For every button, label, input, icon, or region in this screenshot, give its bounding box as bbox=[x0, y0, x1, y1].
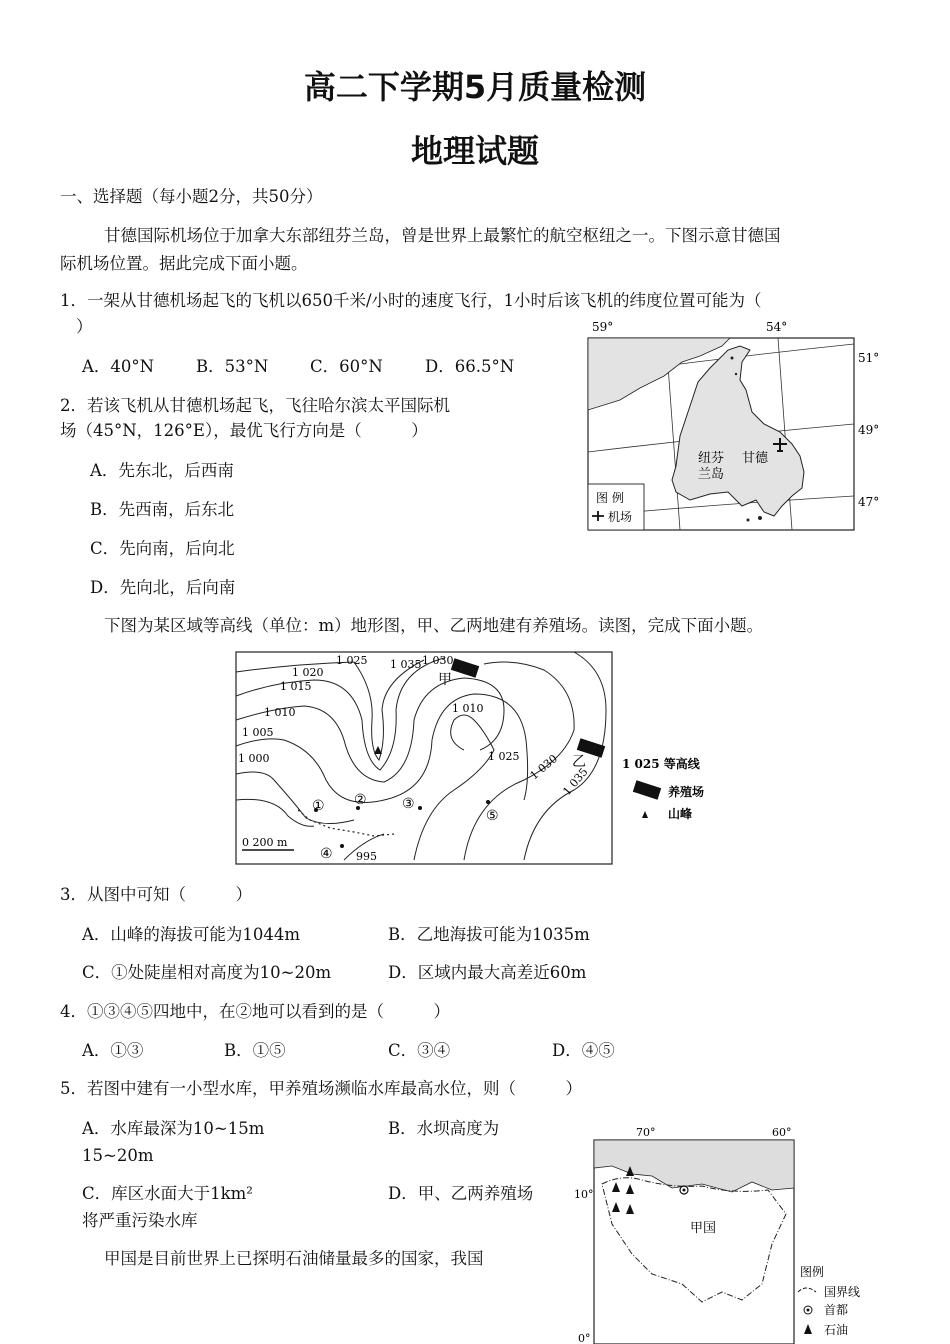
svg-text:1 035: 1 035 bbox=[390, 658, 422, 671]
svg-text:②: ② bbox=[354, 792, 367, 808]
svg-text:1 030: 1 030 bbox=[422, 654, 454, 667]
lon-label: 54° bbox=[766, 320, 788, 334]
contour-map bbox=[234, 650, 734, 870]
lon-label: 59° bbox=[592, 320, 614, 334]
option: A．水库最深为10~15m bbox=[82, 1119, 265, 1138]
legend-peak: 山峰 bbox=[668, 807, 693, 821]
question-5-stem: 5．若图中建有一小型水库，甲养殖场濒临水库最高水位，则（ ） bbox=[60, 1079, 582, 1098]
svg-text:乙: 乙 bbox=[572, 754, 586, 770]
country-map bbox=[572, 1124, 861, 1344]
svg-text:④: ④ bbox=[320, 846, 333, 862]
page-title: 高二下学期5月质量检测 bbox=[303, 68, 647, 106]
svg-text:1 005: 1 005 bbox=[242, 726, 274, 739]
option: C．①处陡崖相对高度为10~20m bbox=[82, 963, 332, 982]
lat-label: 49° bbox=[858, 423, 880, 437]
intro-paragraph: 下图为某区域等高线（单位：m）地形图，甲、乙两地建有养殖场。读图，完成下面小题。 bbox=[104, 616, 764, 635]
option: C．③④ bbox=[388, 1041, 451, 1060]
option: A．山峰的海拔可能为1044m bbox=[82, 925, 301, 944]
option: D．66.5°N bbox=[425, 357, 515, 376]
scale-label: 0 200 m bbox=[242, 836, 288, 849]
airport-label: 甘德 bbox=[742, 451, 769, 466]
svg-text:③: ③ bbox=[402, 796, 415, 812]
option-cont: 将严重污染水库 bbox=[82, 1211, 198, 1230]
svg-text:⑤: ⑤ bbox=[486, 808, 499, 824]
question-1-stem: ） bbox=[76, 317, 93, 336]
question-4-stem: 4．①③④⑤四地中，在②地可以看到的是（ ） bbox=[60, 1002, 450, 1021]
newfoundland-map bbox=[580, 316, 880, 536]
svg-text:1 020: 1 020 bbox=[292, 666, 324, 679]
option: B．先西南，后东北 bbox=[90, 500, 235, 519]
intro-paragraph: 际机场位置。据此完成下面小题。 bbox=[60, 254, 308, 273]
island-label: 纽芬 bbox=[698, 451, 725, 466]
option: C．先向南，后向北 bbox=[90, 539, 235, 558]
svg-text:甲: 甲 bbox=[438, 672, 452, 688]
question-2-stem: 场（45°N，126°E），最优飞行方向是（ ） bbox=[60, 421, 428, 440]
legend-title: 图例 bbox=[800, 1265, 825, 1279]
option: D．区域内最大高差近60m bbox=[388, 963, 587, 982]
option-cont: 15~20m bbox=[82, 1146, 154, 1165]
country-label: 甲国 bbox=[690, 1221, 717, 1236]
option: A．先东北，后西南 bbox=[90, 461, 234, 480]
legend-title: 图 例 bbox=[596, 491, 624, 505]
svg-text:1 035: 1 035 bbox=[560, 765, 591, 798]
option: A．①③ bbox=[82, 1041, 144, 1060]
svg-text:1 010: 1 010 bbox=[452, 702, 484, 715]
option: D．先向北，后向南 bbox=[90, 578, 236, 597]
option: B．①⑤ bbox=[224, 1041, 286, 1060]
svg-text:1 030: 1 030 bbox=[527, 752, 561, 783]
section-heading: 一、选择题（每小题2分，共50分） bbox=[60, 187, 323, 206]
svg-text:1 015: 1 015 bbox=[280, 680, 312, 693]
option: B．乙地海拔可能为1035m bbox=[388, 925, 590, 944]
island-label: 兰岛 bbox=[698, 467, 725, 482]
option: A．40°N bbox=[82, 357, 155, 376]
legend-capital: 首都 bbox=[824, 1303, 849, 1317]
legend-item: 机场 bbox=[608, 510, 633, 524]
legend-border: 国界线 bbox=[824, 1285, 861, 1299]
option: C．60°N bbox=[310, 357, 383, 376]
svg-text:1 010: 1 010 bbox=[264, 706, 296, 719]
intro-paragraph: 甲国是目前世界上已探明石油储量最多的国家，我国 bbox=[104, 1249, 484, 1268]
lat-label: 0° bbox=[578, 1332, 591, 1344]
lat-label: 51° bbox=[858, 351, 880, 365]
option: D．甲、乙两养殖场 bbox=[388, 1184, 534, 1203]
svg-text:①: ① bbox=[312, 798, 325, 814]
lon-label: 60° bbox=[772, 1126, 792, 1139]
option: B．53°N bbox=[196, 357, 269, 376]
legend-farm: 养殖场 bbox=[668, 785, 705, 799]
svg-text:995: 995 bbox=[356, 850, 377, 863]
legend-contour: 1 025 等高线 bbox=[622, 757, 700, 771]
question-1-stem: 1．一架从甘德机场起飞的飞机以650千米/小时的速度飞行，1小时后该飞机的纬度位置可能为（ bbox=[60, 291, 762, 310]
page-subtitle: 地理试题 bbox=[410, 132, 539, 170]
option: D．④⑤ bbox=[552, 1041, 615, 1060]
question-3-stem: 3．从图中可知（ ） bbox=[60, 885, 252, 904]
question-2-stem: 2．若该飞机从甘德机场起飞，飞往哈尔滨太平国际机 bbox=[60, 396, 450, 415]
svg-text:1 025: 1 025 bbox=[336, 654, 368, 667]
lat-label: 10° bbox=[574, 1188, 594, 1201]
lat-label: 47° bbox=[858, 495, 880, 509]
svg-text:1 025: 1 025 bbox=[488, 750, 520, 763]
lon-label: 70° bbox=[636, 1126, 656, 1139]
option: B．水坝高度为 bbox=[388, 1119, 500, 1138]
option: C．库区水面大于1km² bbox=[82, 1184, 253, 1203]
legend-oil: 石油 bbox=[824, 1323, 849, 1337]
intro-paragraph: 甘德国际机场位于加拿大东部纽芬兰岛，曾是世界上最繁忙的航空枢纽之一。下图示意甘德国 bbox=[104, 226, 781, 245]
svg-text:1 000: 1 000 bbox=[238, 752, 270, 765]
